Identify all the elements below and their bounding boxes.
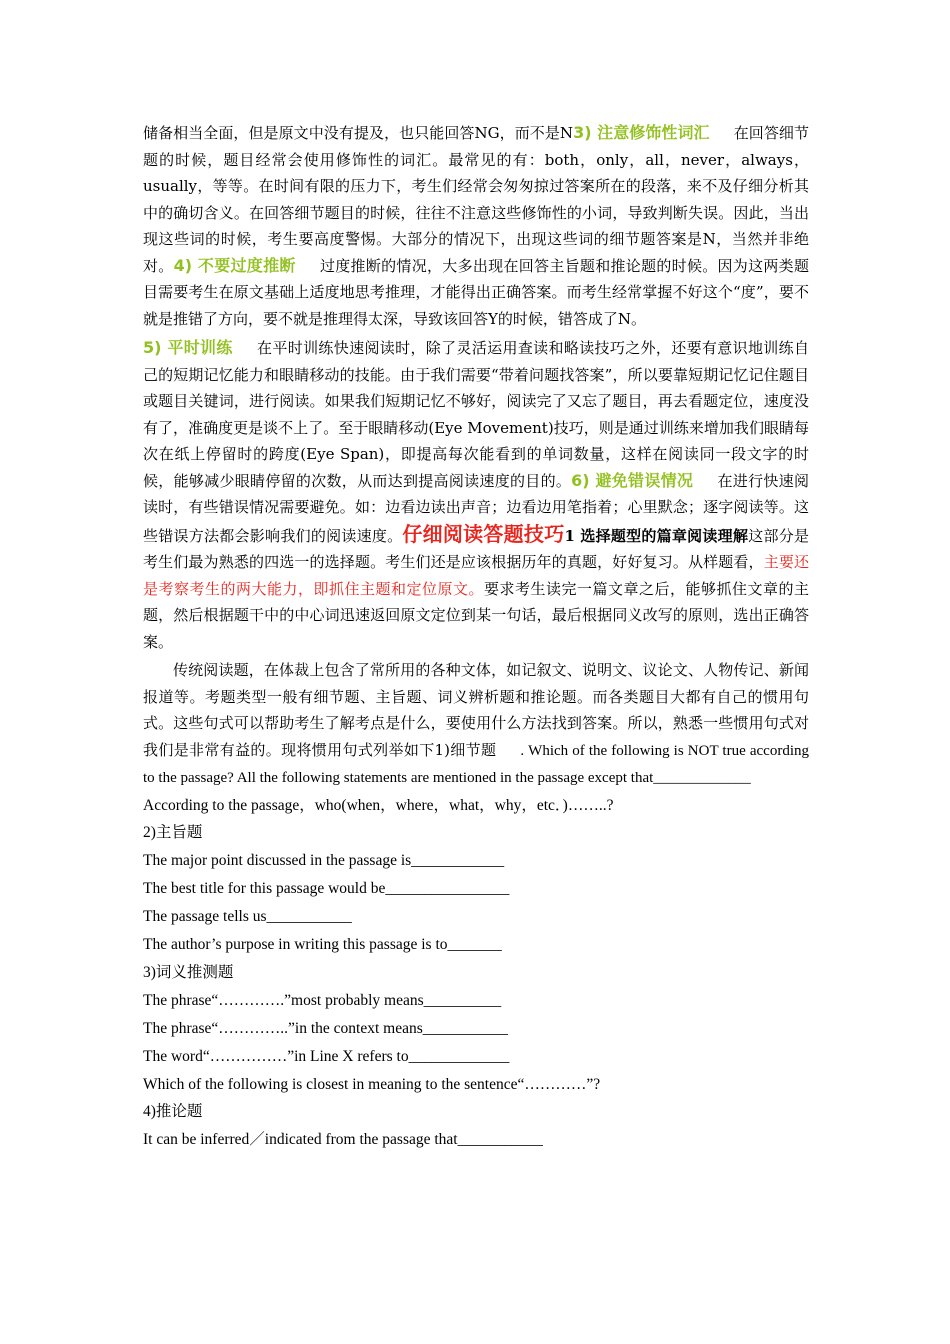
text: 要求考生读完一篇文章之后，能够抓住文章的主题，然后根据题干中的中心词迅速返回原文定位到某一句话，最后根据同义改写的原则，选出正确答案。 (143, 579, 809, 651)
heading-careful-reading: 仔细阅读答题技巧 (402, 521, 565, 546)
question-pattern-line: The passage tells us___________ (143, 908, 352, 926)
question-pattern-line: The word“……………”in Line X refers to_____________ (143, 1047, 510, 1065)
paragraph-training (143, 335, 809, 655)
highlight-text: 主要还是考察考生的两大能力，即抓住主题和定位原文。 (143, 553, 809, 598)
text: 在回答细节题的时候，题目经常会使用修饰性的词汇。最常见的有：both，only，all，never，always，usually，等等。在时间有限的压力下，考生们经常会匆匆掠过答案所在的段落，来不及仔细分析其中的确切含义。在回答细节题目的时候，往往不注意这些修饰性的小词，导致判断失误。因此，当出现这些词的时候，考生要高度警惕。大部分的情况下，出现这些词的细节题答案是N，当然并非绝对。 (143, 124, 809, 275)
heading-training: 5) 平时训练 (143, 338, 233, 357)
question-pattern-line: The phrase“………….”most probably means__________ (143, 991, 502, 1009)
question-pattern-line: The major point discussed in the passage is____________ (143, 852, 505, 870)
paragraph-traditional-reading (143, 657, 809, 792)
text: 过度推断的情况，大多出现在回答主旨题和推论题的时候。因为这两类题目需要考生在原文基础上适度地思考推理，才能得出正确答案。而考生经常掌握不好这个“度”，要不就是推错了方向，要不就是推理得太深，导致该回答Y的时候，错答成了N。 (143, 256, 809, 328)
heading-no-over-inference: 4) 不要过度推断 (173, 255, 296, 275)
question-pattern-line: It can be inferred／indicated from the passage that___________ (143, 1131, 543, 1149)
question-pattern-line: Which of the following is closest in meaning to the sentence“…………”? (143, 1075, 601, 1093)
question-pattern-line: 2)主旨题 (143, 824, 203, 842)
text: 在进行快速阅读时，有些错误情况需要避免。如：边看边读出声音；边看边用笔指着；心里默念；逐字阅读等。这些错误方法都会影响我们的阅读速度。 (143, 471, 809, 545)
question-patterns-list (143, 792, 809, 1155)
paragraph-modifiers (143, 120, 809, 332)
text: . Which of the following is NOT true according to the passage? All the following statements are mentioned in the passage except that_____________ (143, 742, 809, 786)
text: 这部分是考生们最为熟悉的四选一的选择题。考生们还是应该根据历年的真题，好好复习。从样题看， (143, 526, 809, 571)
heading-modifiers: 3) 注意修饰性词汇 (573, 123, 710, 142)
text: 传统阅读题，在体裁上包含了常所用的各种文体，如记叙文、说明文、议论文、人物传记、新闻报道等。考题类型一般有细节题、主旨题、词义辨析题和推论题。而各类题目大都有自己的惯用句式。这些句式可以帮助考生了解考点是什么，要使用什么方法找到答案。所以，熟悉一些惯用句式对我们是非常有益的。现将惯用句式列举如下1)细节题 (143, 661, 809, 759)
heading-choice-questions: 1 选择题型的篇章阅读理解 (564, 526, 749, 545)
text: 储备相当全面，但是原文中没有提及，也只能回答NG，而不是N (143, 124, 574, 142)
heading-avoid-errors: 6) 避免错误情况 (571, 470, 694, 490)
question-pattern-line: The phrase“…………..”in the context means___________ (143, 1019, 509, 1037)
question-pattern-line: According to the passage，who(when，where，what，why，etc．)……..? (143, 796, 614, 814)
text: 在平时训练快速阅读时，除了灵活运用查读和略读技巧之外，还要有意识地训练自己的短期记忆能力和眼睛移动的技能。由于我们需要“带着问题找答案”，所以要靠短期记忆记住题目或题目关键词，进行阅读。如果我们短期记忆不够好，阅读完了又忘了题目，再去看题定位，速度没有了，准确度更是谈不上了。至于眼睛移动(Eye Movement)技巧，则是通过训练来增加我们眼睛每次在纸上停留时的跨度(Eye Span)，即提高每次能看到的单词数量，这样在阅读同一段文字的时候，能够减少眼睛停留的次数，从而达到提高阅读速度的目的。 (143, 339, 809, 490)
question-pattern-line: The best title for this passage would be________________ (143, 880, 510, 898)
question-pattern-line: The author’s purpose in writing this passage is to_______ (143, 936, 502, 954)
question-pattern-line: 3)词义推测题 (143, 963, 234, 981)
document-body (143, 120, 809, 1154)
question-pattern-line: 4)推论题 (143, 1103, 203, 1121)
